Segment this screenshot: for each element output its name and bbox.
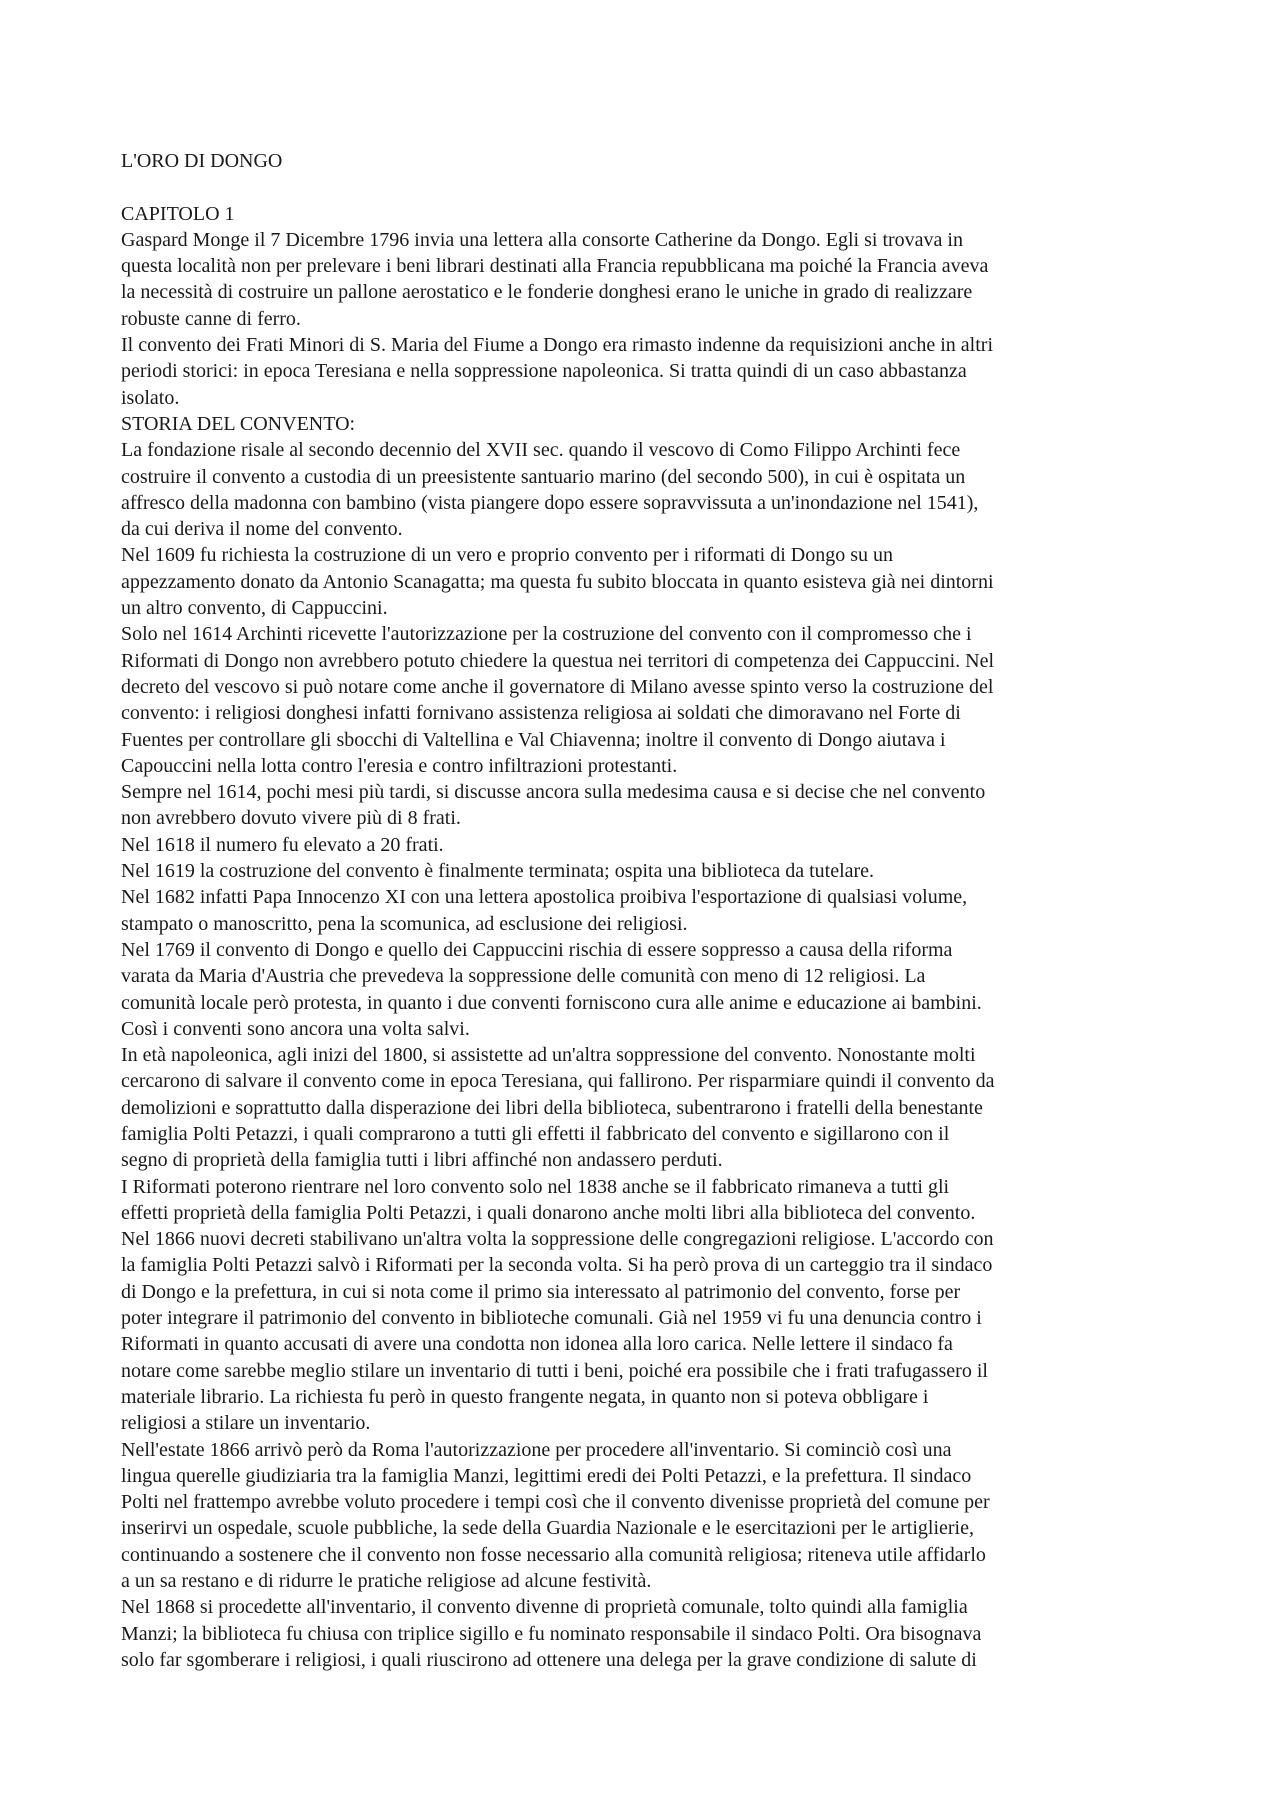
text-line: religiosi a stilare un inventario.: [121, 1412, 371, 1435]
text-line: In età napoleonica, agli inizi del 1800, si assistette ad un'altra soppressione del convento. Nonostante molti: [121, 1044, 976, 1067]
text-line: Nel 1866 nuovi decreti stabilivano un'altra volta la soppressione delle congregazioni religiose. L'accordo con: [121, 1228, 994, 1251]
text-line: Sempre nel 1614, pochi mesi più tardi, si discusse ancora sulla medesima causa e si decise che nel convento: [121, 781, 986, 804]
text-line: CAPITOLO 1: [121, 202, 235, 225]
text-line: robuste canne di ferro.: [121, 307, 301, 330]
text-line: comunità locale però protesta, in quanto i due conventi forniscono cura alle anime e educazione ai bambini.: [121, 991, 982, 1014]
text-line: da cui deriva il nome del convento.: [121, 518, 403, 541]
text-line: decreto del vescovo si può notare come anche il governatore di Milano avesse spinto verso la costruzione del: [121, 675, 994, 698]
text-line: Nel 1619 la costruzione del convento è finalmente terminata; ospita una biblioteca da tutelare.: [121, 860, 875, 883]
document-title: L'ORO DI DONGO: [121, 150, 283, 172]
text-line: demolizioni e soprattutto dalla disperazione dei libri della biblioteca, subentrarono i fratelli della benestante: [121, 1096, 983, 1119]
text-line: notare come sarebbe meglio stilare un inventario di tutti i beni, poiché era possibile che i frati trafugassero il: [121, 1359, 988, 1382]
blank-line: [121, 174, 1171, 200]
text-line: la famiglia Polti Petazzi salvò i Riformati per la seconda volta. Si ha però prova di un carteggio tra il sindaco: [121, 1254, 993, 1277]
text-line: Fuentes per controllare gli sbocchi di Valtellina e Val Chiavenna; inoltre il convento di Dongo aiutava i: [121, 728, 946, 751]
text-line: questa località non per prelevare i beni librari destinati alla Francia repubblicana ma poiché la Francia aveva: [121, 255, 989, 278]
text-line: Capouccini nella lotta contro l'eresia e contro infiltrazioni protestanti.: [121, 754, 678, 777]
text-line: La fondazione risale al secondo decennio del XVII sec. quando il vescovo di Como Filippo Archinti fece: [121, 439, 961, 462]
text-line: Nel 1682 infatti Papa Innocenzo XI con una lettera apostolica proibiva l'esportazione di qualsiasi volume,: [121, 886, 968, 909]
text-line: Solo nel 1614 Archinti ricevette l'autorizzazione per la costruzione del convento con il compromesso che i: [121, 623, 972, 646]
document-page: [121, 148, 1171, 1673]
text-line: a un sa restano e di ridurre le pratiche religiose ad alcune festività.: [121, 1570, 652, 1593]
text-line: STORIA DEL CONVENTO:: [121, 412, 356, 435]
text-line: poter integrare il patrimonio del convento in biblioteche comunali. Già nel 1959 vi fu una denuncia contro i: [121, 1307, 982, 1330]
text-line: Nel 1769 il convento di Dongo e quello dei Cappuccini rischia di essere soppresso a causa della riforma: [121, 938, 953, 961]
text-line: Riformati in quanto accusati di avere una condotta non idonea alla loro carica. Nelle lettere il sindaco fa: [121, 1333, 953, 1356]
text-line: non avrebbero dovuto vivere più di 8 frati.: [121, 807, 461, 830]
text-line: Manzi; la biblioteca fu chiusa con triplice sigillo e fu nominato responsabile il sindaco Polti. Ora bisognava: [121, 1622, 982, 1645]
text-line: cercarono di salvare il convento come in epoca Teresiana, qui fallirono. Per risparmiare quindi il convento da: [121, 1070, 995, 1093]
text-line: convento: i religiosi donghesi infatti fornivano assistenza religiosa ai soldati che dimoravano nel Forte di: [121, 702, 961, 725]
text-line: inserirvi un ospedale, scuole pubbliche, la sede della Guardia Nazionale e le esercitazioni per le artiglierie,: [121, 1517, 974, 1540]
text-line: effetti proprietà della famiglia Polti Petazzi, i quali donarono anche molti libri alla biblioteca del convento.: [121, 1201, 976, 1224]
document-body: [121, 201, 1171, 1674]
text-line: di Dongo e la prefettura, in cui si nota come il primo sia interessato al patrimonio del convento, forse per: [121, 1280, 961, 1303]
text-line: affresco della madonna con bambino (vista piangere dopo essere sopravvissuta a un'inondazione nel 1541),: [121, 491, 979, 514]
text-line: Così i conventi sono ancora una volta salvi.: [121, 1017, 470, 1040]
text-line: solo far sgomberare i religiosi, i quali riuscirono ad ottenere una delega per la grave condizione di salute di: [121, 1648, 977, 1671]
text-line: Il convento dei Frati Minori di S. Maria del Fiume a Dongo era rimasto indenne da requisizioni anche in altri: [121, 334, 994, 357]
text-line: isolato.: [121, 386, 180, 409]
text-line: continuando a sostenere che il convento non fosse necessario alla comunità religiosa; riteneva utile affidarlo: [121, 1543, 986, 1566]
text-line: Nel 1868 si procedette all'inventario, il convento divenne di proprietà comunale, tolto quindi alla famiglia: [121, 1596, 968, 1619]
text-line: I Riformati poterono rientrare nel loro convento solo nel 1838 anche se il fabbricato rimaneva a tutti gli: [121, 1175, 950, 1198]
text-line: Nel 1609 fu richiesta la costruzione di un vero e proprio convento per i riformati di Dongo su un: [121, 544, 894, 567]
text-line: Nell'estate 1866 arrivò però da Roma l'autorizzazione per procedere all'inventario. Si cominciò così una: [121, 1438, 952, 1461]
text-line: lingua querelle giudiziaria tra la famiglia Manzi, legittimi eredi dei Polti Petazzi, e la prefettura. Il sindaco: [121, 1464, 972, 1487]
text-line: Nel 1618 il numero fu elevato a 20 frati.: [121, 833, 444, 856]
text-line: varata da Maria d'Austria che prevedeva la soppressione delle comunità con meno di 12 religiosi. La: [121, 965, 926, 988]
text-line: famiglia Polti Petazzi, i quali comprarono a tutti gli effetti il fabbricato del convento e sigillarono con il: [121, 1122, 950, 1145]
text-line: Gaspard Monge il 7 Dicembre 1796 invia una lettera alla consorte Catherine da Dongo. Egli si trovava in: [121, 228, 963, 251]
text-line: costruire il convento a custodia di un preesistente santuario marino (del secondo 500), in cui è ospitata un: [121, 465, 966, 488]
text-line: periodi storici: in epoca Teresiana e nella soppressione napoleonica. Si tratta quindi di un caso abbastanza: [121, 360, 967, 383]
text-line: appezzamento donato da Antonio Scanagatta; ma questa fu subito bloccata in quanto esisteva già nei dintorni: [121, 570, 994, 593]
text-line: materiale librario. La richiesta fu però in questo frangente negata, in quanto non si poteva obbligare i: [121, 1385, 929, 1408]
text-line: la necessità di costruire un pallone aerostatico e le fonderie donghesi erano le uniche in grado di realizzare: [121, 281, 973, 304]
text-line: Polti nel frattempo avrebbe voluto procedere i tempi così che il convento divenisse proprietà del comune per: [121, 1491, 990, 1514]
text-line: segno di proprietà della famiglia tutti i libri affinché non andassero perduti.: [121, 1149, 723, 1172]
text-line: Riformati di Dongo non avrebbero potuto chiedere la questua nei territori di competenza dei Cappuccini. Nel: [121, 649, 995, 672]
text-line: un altro convento, di Cappuccini.: [121, 597, 388, 620]
text-line: stampato o manoscritto, pena la scomunica, ad esclusione dei religiosi.: [121, 912, 688, 935]
